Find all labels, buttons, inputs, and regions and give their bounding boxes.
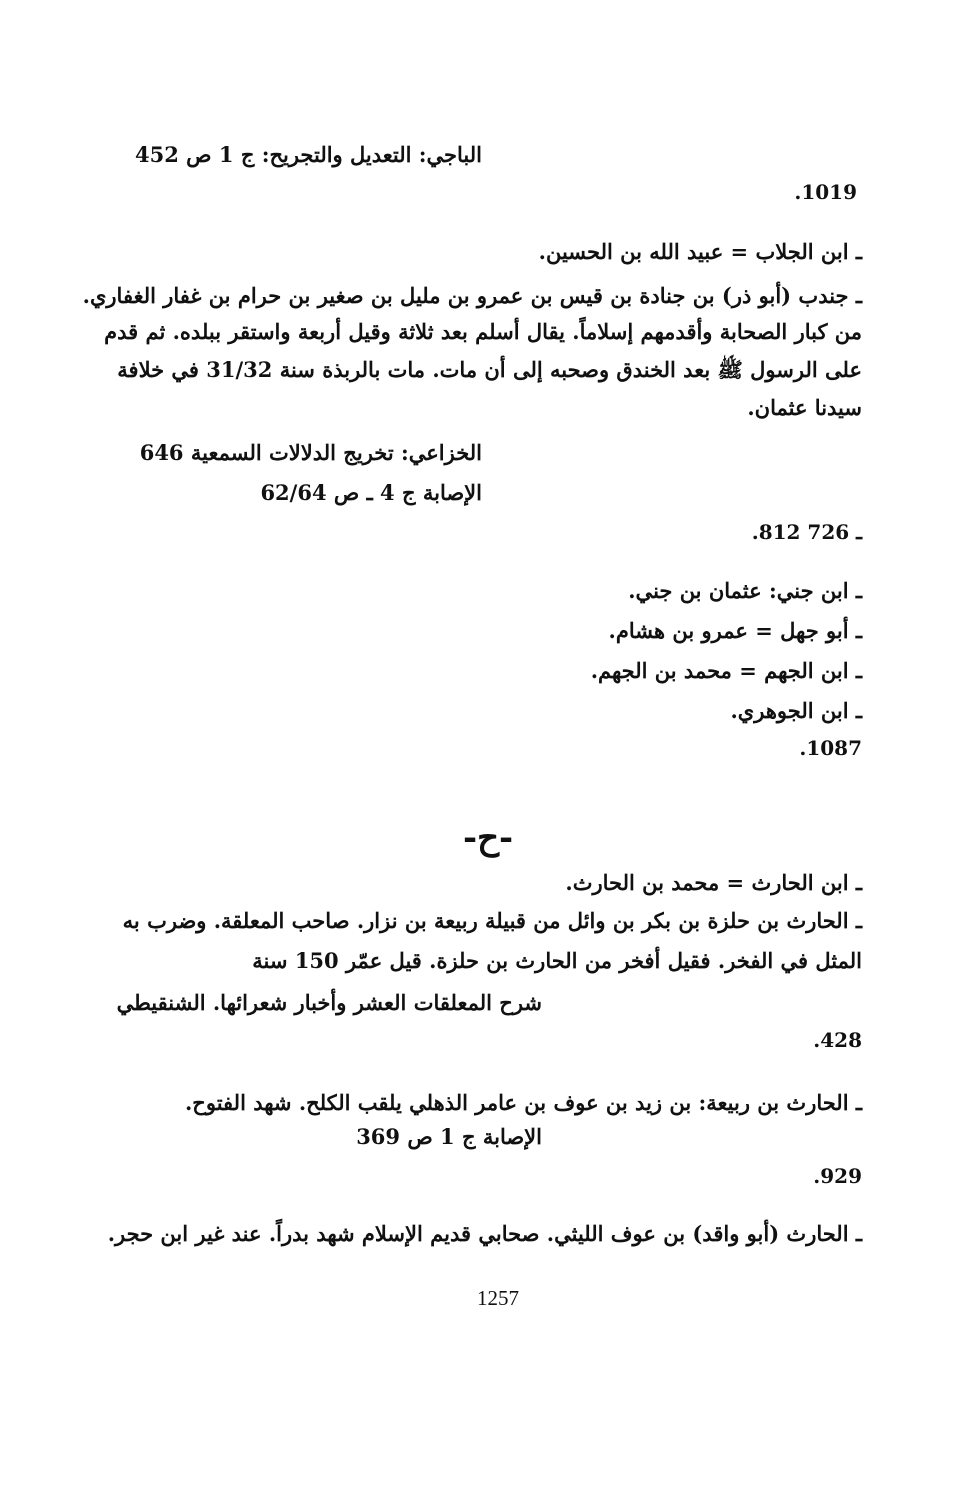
reference-line: شرح المعلقات العشر وأخبار شعرائها. الشنقيطي [116,990,542,1015]
entry-line: ـ ابن الجلاب = عبيد الله بن الحسين. [538,239,862,264]
section-letter-heading: -ح- [463,818,514,858]
entry-line: ـ ابن جني: عثمان بن جني. [628,578,862,603]
entry-line: ـ ابن الحارث = محمد بن الحارث. [565,870,862,895]
reference-number: .428 [813,1028,862,1052]
reference-number: .1087 [799,736,862,760]
reference-number: .1019 [794,180,857,204]
entry-line: من كبار الصحابة وأقدمهم إسلاماً. يقال أسلم بعد ثلاثة وقيل أربعة واستقر ببلده. ثم قدم [104,319,862,344]
reference-number: .929 [813,1164,862,1188]
entry-line: ـ الحارث بن حلزة بن بكر بن وائل من قبيلة ربيعة بن نزار. صاحب المعلقة. وضرب به [122,908,862,933]
entry-line: سيدنا عثمان. [747,395,862,420]
reference-line: الباجي: التعديل والتجريح: ج 1 ص 452 [135,142,482,167]
reference-line: الإصابة ج 4 ـ ص 62/64 [260,480,482,505]
entry-line: ـ ابن الجهم = محمد بن الجهم. [590,658,862,683]
entry-line: ـ الحارث (أبو واقد) بن عوف الليثي. صحابي قديم الإسلام شهد بدراً. عند غير ابن حجر. [107,1221,862,1246]
reference-line: الخزاعي: تخريج الدلالات السمعية 646 [139,440,482,465]
entry-line: ـ ابن الجوهري. [730,698,862,723]
entry-line: ـ أبو جهل = عمرو بن هشام. [608,618,862,643]
entry-line: ـ جندب (أبو ذر) بن جنادة بن قيس بن عمرو بن مليل بن صغير بن حرام بن غفار الغفاري. [82,283,862,308]
entry-line: ـ الحارث بن ربيعة: بن زيد بن عوف بن عامر الذهلي يلقب الكلح. شهد الفتوح. [185,1090,862,1115]
entry-line: المثل في الفخر. فقيل أفخر من الحارث بن حلزة. قيل عمّر 150 سنة [252,948,862,973]
reference-number: .812 ـ 726 [751,520,862,544]
reference-line: الإصابة ج 1 ص 369 [356,1124,542,1149]
entry-line: على الرسول ﷺ بعد الخندق وصحبه إلى أن مات. مات بالربذة سنة 31/32 في خلافة [117,357,862,382]
page-number: 1257 [477,1286,519,1310]
